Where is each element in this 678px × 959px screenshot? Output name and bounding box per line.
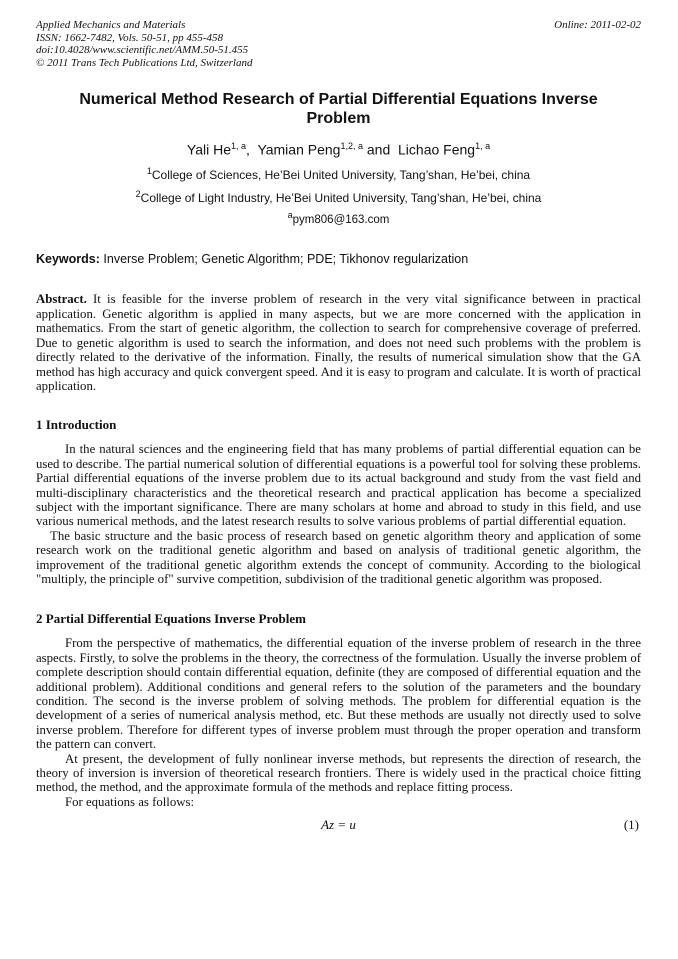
author-affil-sup: 1, a	[475, 141, 491, 151]
author-name: Lichao Feng	[398, 141, 476, 158]
paragraph: At present, the development of fully nonlinear inverse methods, but represents the direction of research, the theory of inversion is inversion of theoretical research frontiers. There is widely used in the practical choice fitting method, the method, and the approximate formula of the methods and replace fitting process.	[36, 751, 641, 795]
journal-issn: ISSN: 1662-7482, Vols. 50-51, pp 455-458	[36, 31, 223, 44]
email-text: pym806@163.com	[292, 213, 390, 226]
author-affil-sup: 1, a	[231, 141, 247, 151]
journal-title: Applied Mechanics and Materials	[36, 19, 186, 31]
journal-copyright: © 2011 Trans Tech Publications Ltd, Switzerland	[36, 56, 253, 69]
author-email	[36, 210, 641, 226]
affiliation-sup: 2	[135, 188, 141, 199]
section-heading-introduction: 1 Introduction	[36, 417, 117, 433]
author-name: Yali He	[186, 141, 231, 158]
keywords-text: Inverse Problem; Genetic Algorithm; PDE; Tikhonov regularization	[103, 252, 469, 267]
section-heading-pde-inverse-problem: 2 Partial Differential Equations Inverse Problem	[36, 611, 306, 627]
authors-line	[36, 141, 641, 158]
equation: Az = u	[321, 817, 356, 833]
affiliation	[36, 164, 641, 182]
equation-row	[36, 817, 641, 833]
email-sup: a	[287, 209, 293, 220]
paper-title: Numerical Method Research of Partial Differential Equations Inverse Problem	[79, 91, 598, 127]
author-separator: ,	[246, 141, 258, 158]
paragraph: From the perspective of mathematics, the differential equation of the inverse problem of research in the three aspects. Firstly, to solve the problems in the theory, the correctness of the formulation. Usually the inverse problem of complete description should contain differential equation, definite (they are composed of differential equation and the additional problem). Additional conditions and general refers to the solution of the parameters and the boundary condition. The second is the inverse problem of solving methods. The problem for differential equation is the development of a series of numerical analysis method, etc. But these methods are usually not directly used to solve inverse problem. Therefore for different types of inverse problem must through the proper operation and transform the pattern can convert.	[36, 636, 641, 752]
keywords-label: Keywords:	[36, 252, 100, 267]
abstract-label: Abstract.	[36, 292, 87, 307]
affiliation	[36, 187, 641, 205]
affiliation-sup: 1	[146, 165, 152, 176]
paragraph: In the natural sciences and the engineering field that has many problems of partial differential equation can be used to describe. The partial numerical solution of differential equations is a powerful tool for solving these problems. Partial differential equations of the inverse problem due to its actual background and study from the vast field and multi-disciplinary characteristics and the theoretical research and practical application has become a specialized subject with the important significance. There are many scholars at home and abroad to study in this field, and use various numerical methods, and the latest research results to solve various problems of partial differential equation.	[36, 442, 641, 529]
paragraph: For equations as follows:	[65, 794, 195, 809]
author-name: Yamian Peng	[257, 141, 341, 158]
affiliation-text: College of Light Industry, He’Bei United University, Tang’shan, He’bei, china	[140, 190, 542, 205]
equation-number: (1)	[623, 817, 639, 833]
author-separator: and	[362, 141, 399, 158]
keywords-line	[36, 252, 641, 266]
journal-doi: doi:10.4028/www.scientific.net/AMM.50-51.455	[36, 44, 249, 56]
paragraph: The basic structure and the basic process of research based on genetic algorithm theory and application of some research work on the traditional genetic algorithm and based on analysis of traditional genetic algorithm, the improvement of the traditional genetic algorithm extends the concept of community. According to the biological "multiply, the principle of" survive competition, subdivision of the traditional genetic algorithm was proposed.	[36, 528, 641, 586]
online-date: Online: 2011-02-02	[554, 19, 641, 31]
abstract	[36, 292, 641, 393]
author-affil-sup: 1,2, a	[340, 141, 363, 151]
abstract-text: It is feasible for the inverse problem of research in the very vital significance between in practical application. Genetic algorithm is applied in many aspects, but we are more concerned with the application in mathematics. From the start of genetic algorithm, the collection to search for comprehensive coverage of preferred. Due to genetic algorithm is used to search the information, and does not need such problems with the problem is directly related to the derivative of the information. Finally, the results of numerical simulation show that the GA method has high accuracy and quick convergent speed. And it is easy to program and calculate. It is worth of practical application.	[36, 292, 641, 393]
journal-header	[36, 19, 641, 69]
affiliation-text: College of Sciences, He’Bei United University, Tang’shan, He’bei, china	[151, 167, 531, 182]
